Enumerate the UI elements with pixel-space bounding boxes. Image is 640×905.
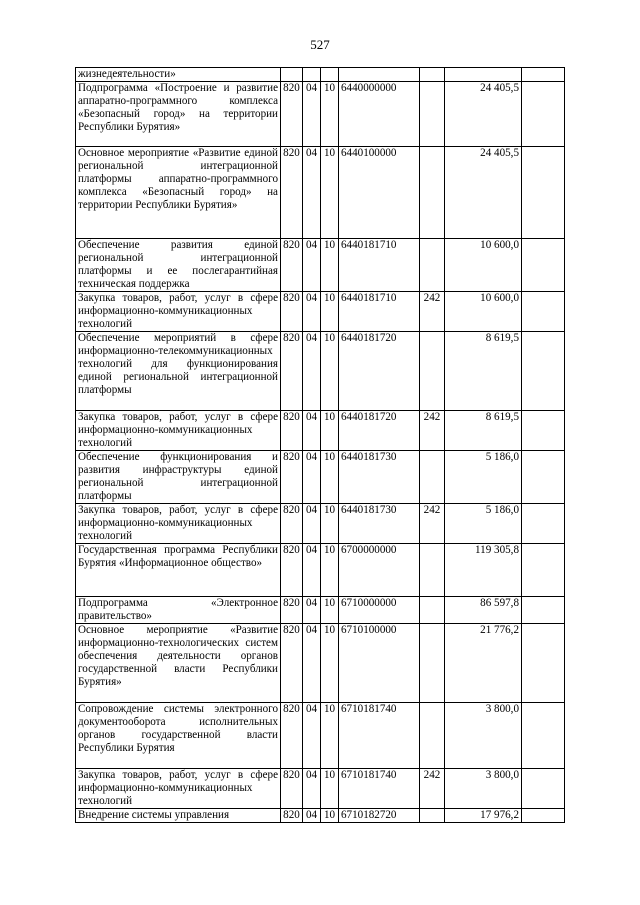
row-section-cell: 04 bbox=[303, 504, 321, 544]
row-subsection-cell bbox=[321, 68, 339, 82]
row-subsection-cell: 10 bbox=[321, 239, 339, 292]
row-extra-cell bbox=[522, 504, 565, 544]
row-name-cell: Закупка товаров, работ, услуг в сфере информационно-коммуникационных технологий bbox=[76, 769, 281, 809]
row-target-article-cell: 6440000000 bbox=[339, 82, 420, 147]
row-section-cell: 04 bbox=[303, 624, 321, 703]
row-target-article-cell: 6710000000 bbox=[339, 597, 420, 624]
row-target-article-cell: 6710181740 bbox=[339, 703, 420, 769]
row-expense-type-cell bbox=[420, 451, 445, 504]
row-section-cell: 04 bbox=[303, 82, 321, 147]
row-extra-cell bbox=[522, 239, 565, 292]
row-amount-cell: 119 305,8 bbox=[445, 544, 522, 597]
row-gov-code-cell: 820 bbox=[281, 82, 303, 147]
row-target-article-cell: 6440181710 bbox=[339, 292, 420, 332]
row-target-article-cell bbox=[339, 68, 420, 82]
row-section-cell: 04 bbox=[303, 769, 321, 809]
row-name-cell: Обеспечение мероприятий в сфере информационно-телекоммуникационных технологий для функционирования единой региональной интеграционной платформы bbox=[76, 332, 281, 411]
row-extra-cell bbox=[522, 544, 565, 597]
row-amount-cell: 5 186,0 bbox=[445, 451, 522, 504]
row-target-article-cell: 6440181720 bbox=[339, 332, 420, 411]
table-row bbox=[76, 504, 565, 544]
row-amount-cell: 8 619,5 bbox=[445, 332, 522, 411]
row-expense-type-cell bbox=[420, 239, 445, 292]
row-amount-cell bbox=[445, 68, 522, 82]
table-row bbox=[76, 703, 565, 769]
row-subsection-cell: 10 bbox=[321, 624, 339, 703]
row-name-cell: Обеспечение развития единой региональной интеграционной платформы и ее послегарантийная техническая поддержка bbox=[76, 239, 281, 292]
row-extra-cell bbox=[522, 624, 565, 703]
row-subsection-cell: 10 bbox=[321, 504, 339, 544]
row-subsection-cell: 10 bbox=[321, 544, 339, 597]
row-extra-cell bbox=[522, 147, 565, 239]
table-row bbox=[76, 82, 565, 147]
row-extra-cell bbox=[522, 411, 565, 451]
row-section-cell: 04 bbox=[303, 292, 321, 332]
table-row bbox=[76, 451, 565, 504]
row-gov-code-cell: 820 bbox=[281, 292, 303, 332]
row-gov-code-cell: 820 bbox=[281, 769, 303, 809]
row-amount-cell: 5 186,0 bbox=[445, 504, 522, 544]
row-extra-cell bbox=[522, 68, 565, 82]
row-expense-type-cell bbox=[420, 82, 445, 147]
row-expense-type-cell: 242 bbox=[420, 292, 445, 332]
row-subsection-cell: 10 bbox=[321, 411, 339, 451]
row-amount-cell: 86 597,8 bbox=[445, 597, 522, 624]
table-row bbox=[76, 68, 565, 82]
row-target-article-cell: 6710182720 bbox=[339, 809, 420, 823]
row-subsection-cell: 10 bbox=[321, 332, 339, 411]
row-section-cell: 04 bbox=[303, 597, 321, 624]
row-subsection-cell: 10 bbox=[321, 82, 339, 147]
row-gov-code-cell: 820 bbox=[281, 504, 303, 544]
row-name-cell: Государственная программа Республики Бурятия «Информационное общество» bbox=[76, 544, 281, 597]
row-target-article-cell: 6440181720 bbox=[339, 411, 420, 451]
row-gov-code-cell: 820 bbox=[281, 147, 303, 239]
row-expense-type-cell bbox=[420, 809, 445, 823]
row-amount-cell: 8 619,5 bbox=[445, 411, 522, 451]
row-name-cell: жизнедеятельности» bbox=[76, 68, 281, 82]
row-expense-type-cell bbox=[420, 703, 445, 769]
row-extra-cell bbox=[522, 703, 565, 769]
table-row bbox=[76, 769, 565, 809]
row-section-cell: 04 bbox=[303, 411, 321, 451]
row-name-cell: Подпрограмма «Построение и развитие аппаратно-программного комплекса «Безопасный город» на территории Республики Бурятия» bbox=[76, 82, 281, 147]
table-row bbox=[76, 597, 565, 624]
row-expense-type-cell bbox=[420, 332, 445, 411]
row-gov-code-cell: 820 bbox=[281, 544, 303, 597]
row-gov-code-cell: 820 bbox=[281, 597, 303, 624]
row-amount-cell: 17 976,2 bbox=[445, 809, 522, 823]
row-gov-code-cell bbox=[281, 68, 303, 82]
row-gov-code-cell: 820 bbox=[281, 624, 303, 703]
row-target-article-cell: 6440100000 bbox=[339, 147, 420, 239]
row-gov-code-cell: 820 bbox=[281, 451, 303, 504]
row-name-cell: Сопровождение системы электронного документооборота исполнительных органов государственной власти Республики Бурятия bbox=[76, 703, 281, 769]
table-row bbox=[76, 147, 565, 239]
row-target-article-cell: 6700000000 bbox=[339, 544, 420, 597]
table-row bbox=[76, 292, 565, 332]
row-amount-cell: 24 405,5 bbox=[445, 147, 522, 239]
table-row bbox=[76, 809, 565, 823]
row-expense-type-cell bbox=[420, 147, 445, 239]
row-subsection-cell: 10 bbox=[321, 703, 339, 769]
row-section-cell bbox=[303, 68, 321, 82]
row-section-cell: 04 bbox=[303, 451, 321, 504]
row-gov-code-cell: 820 bbox=[281, 703, 303, 769]
table-row bbox=[76, 332, 565, 411]
row-extra-cell bbox=[522, 451, 565, 504]
row-amount-cell: 10 600,0 bbox=[445, 239, 522, 292]
row-expense-type-cell bbox=[420, 597, 445, 624]
row-subsection-cell: 10 bbox=[321, 809, 339, 823]
row-name-cell: Закупка товаров, работ, услуг в сфере информационно-коммуникационных технологий bbox=[76, 411, 281, 451]
row-subsection-cell: 10 bbox=[321, 147, 339, 239]
table-row bbox=[76, 411, 565, 451]
row-target-article-cell: 6710181740 bbox=[339, 769, 420, 809]
row-name-cell: Основное мероприятие «Развитие единой региональной интеграционной платформы аппаратно-программного комплекса «Безопасный город» на территории Республики Бурятия» bbox=[76, 147, 281, 239]
row-amount-cell: 21 776,2 bbox=[445, 624, 522, 703]
row-section-cell: 04 bbox=[303, 147, 321, 239]
table-row bbox=[76, 624, 565, 703]
row-gov-code-cell: 820 bbox=[281, 411, 303, 451]
row-amount-cell: 3 800,0 bbox=[445, 703, 522, 769]
row-target-article-cell: 6440181710 bbox=[339, 239, 420, 292]
row-expense-type-cell: 242 bbox=[420, 504, 445, 544]
budget-table bbox=[75, 67, 565, 823]
row-extra-cell bbox=[522, 82, 565, 147]
row-section-cell: 04 bbox=[303, 239, 321, 292]
row-subsection-cell: 10 bbox=[321, 597, 339, 624]
row-name-cell: Закупка товаров, работ, услуг в сфере информационно-коммуникационных технологий bbox=[76, 504, 281, 544]
row-amount-cell: 24 405,5 bbox=[445, 82, 522, 147]
row-extra-cell bbox=[522, 769, 565, 809]
row-target-article-cell: 6440181730 bbox=[339, 451, 420, 504]
table-row bbox=[76, 239, 565, 292]
row-extra-cell bbox=[522, 597, 565, 624]
row-name-cell: Основное мероприятие «Развитие информационно-технологических систем обеспечения деятельности органов государственной власти Республики Бурятия» bbox=[76, 624, 281, 703]
row-expense-type-cell bbox=[420, 624, 445, 703]
row-target-article-cell: 6710100000 bbox=[339, 624, 420, 703]
row-extra-cell bbox=[522, 332, 565, 411]
row-subsection-cell: 10 bbox=[321, 769, 339, 809]
row-name-cell: Внедрение системы управления bbox=[76, 809, 281, 823]
row-subsection-cell: 10 bbox=[321, 292, 339, 332]
table-body bbox=[76, 68, 565, 823]
row-extra-cell bbox=[522, 292, 565, 332]
row-expense-type-cell bbox=[420, 544, 445, 597]
row-target-article-cell: 6440181730 bbox=[339, 504, 420, 544]
row-gov-code-cell: 820 bbox=[281, 332, 303, 411]
row-extra-cell bbox=[522, 809, 565, 823]
row-expense-type-cell: 242 bbox=[420, 411, 445, 451]
row-gov-code-cell: 820 bbox=[281, 239, 303, 292]
row-name-cell: Закупка товаров, работ, услуг в сфере информационно-коммуникационных технологий bbox=[76, 292, 281, 332]
row-name-cell: Подпрограмма «Электронное правительство» bbox=[76, 597, 281, 624]
row-amount-cell: 3 800,0 bbox=[445, 769, 522, 809]
row-gov-code-cell: 820 bbox=[281, 809, 303, 823]
page-number: 527 bbox=[310, 37, 330, 52]
row-section-cell: 04 bbox=[303, 544, 321, 597]
row-expense-type-cell: 242 bbox=[420, 769, 445, 809]
row-section-cell: 04 bbox=[303, 332, 321, 411]
row-subsection-cell: 10 bbox=[321, 451, 339, 504]
table-row bbox=[76, 544, 565, 597]
row-name-cell: Обеспечение функционирования и развития инфраструктуры единой региональной интеграционной платформы bbox=[76, 451, 281, 504]
row-section-cell: 04 bbox=[303, 809, 321, 823]
row-section-cell: 04 bbox=[303, 703, 321, 769]
row-expense-type-cell bbox=[420, 68, 445, 82]
row-amount-cell: 10 600,0 bbox=[445, 292, 522, 332]
